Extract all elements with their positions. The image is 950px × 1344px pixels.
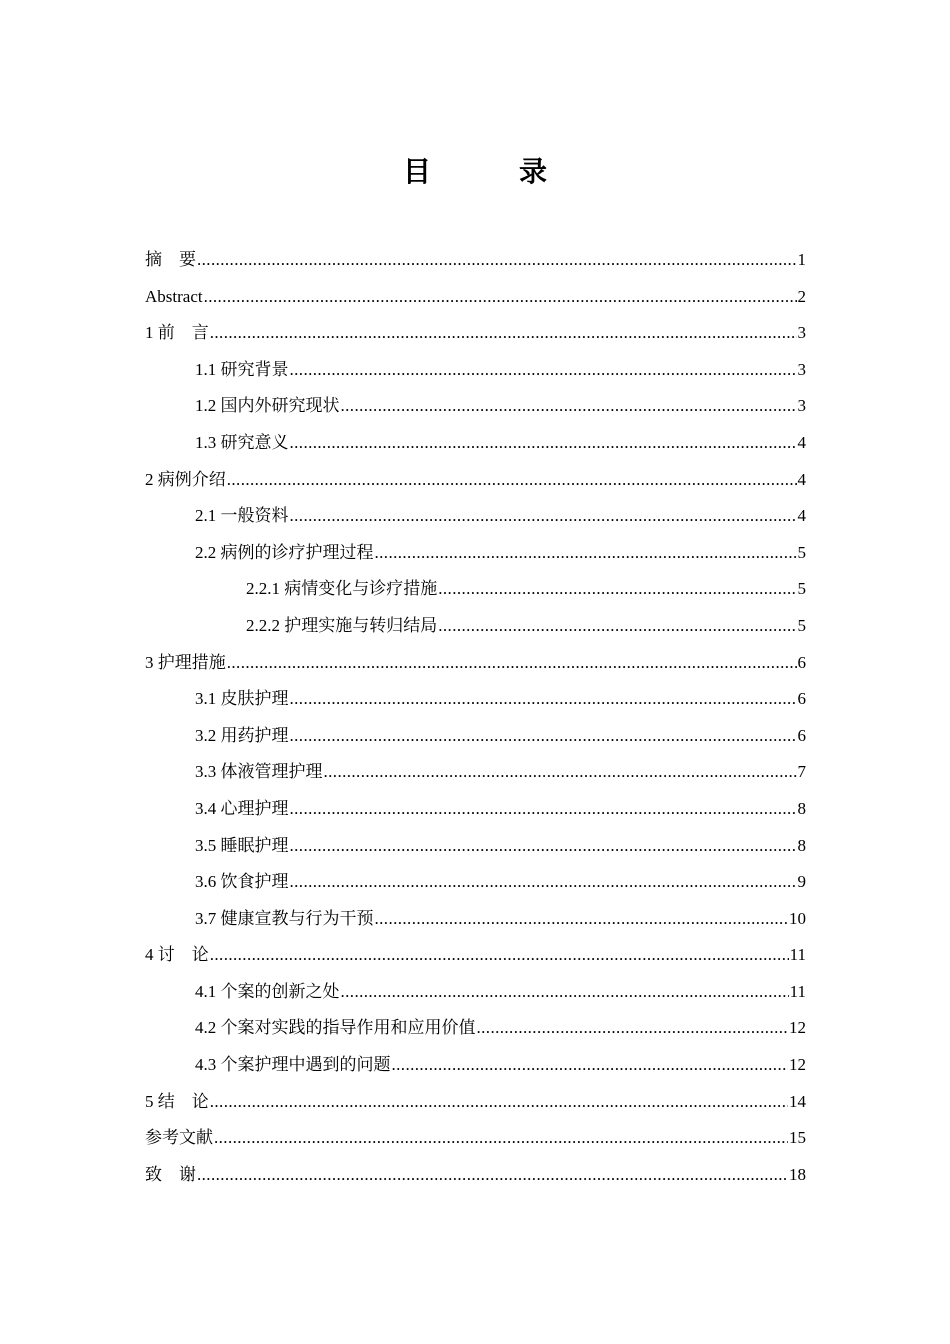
toc-dot-leader: [210, 937, 789, 974]
toc-entry-label: 1.3 研究意义: [195, 432, 289, 452]
toc-dot-leader: [290, 498, 797, 535]
toc-dot-leader: [324, 754, 797, 791]
toc-dot-leader: [392, 1047, 789, 1084]
toc-entry-label: 4 讨 论: [145, 945, 209, 965]
toc-entry-label: 2.2.2 护理实施与转归结局: [246, 615, 438, 635]
toc-page-number: 15: [789, 1128, 806, 1148]
toc-dot-leader: [290, 681, 797, 718]
toc-page-number: 9: [797, 872, 806, 892]
toc-entry-label: 3.7 健康宣教与行为干预: [195, 908, 374, 928]
toc-entry[interactable]: [145, 828, 806, 865]
toc-dot-leader: [210, 1084, 788, 1121]
toc-entry-label: 2.1 一般资料: [195, 506, 289, 526]
toc-page-number: 3: [797, 396, 806, 416]
toc-dot-leader: [375, 901, 789, 938]
toc-entry[interactable]: [145, 718, 806, 755]
toc-entry[interactable]: [145, 754, 806, 791]
toc-dot-leader: [290, 828, 797, 865]
toc-entry[interactable]: [145, 608, 806, 645]
toc-page-number: 8: [797, 798, 806, 818]
toc-page-number: 5: [797, 579, 806, 599]
toc-page-number: 4: [797, 469, 806, 489]
toc-entry[interactable]: [145, 1157, 806, 1194]
toc-entry[interactable]: [145, 901, 806, 938]
toc-page-number: 2: [797, 286, 806, 306]
toc-page-number: 11: [789, 981, 806, 1001]
table-of-contents: [145, 242, 806, 1193]
toc-entry-label: 1 前 言: [145, 323, 209, 343]
toc-page-number: 4: [797, 506, 806, 526]
toc-dot-leader: [227, 462, 797, 499]
toc-entry[interactable]: [145, 864, 806, 901]
toc-dot-leader: [204, 279, 797, 316]
toc-entry-label: 3.1 皮肤护理: [195, 689, 289, 709]
toc-dot-leader: [290, 791, 797, 828]
toc-dot-leader: [227, 645, 797, 682]
toc-entry[interactable]: [145, 242, 806, 279]
toc-entry-label: 参考文献: [145, 1128, 213, 1148]
toc-entry-label: 2.2 病例的诊疗护理过程: [195, 542, 374, 562]
toc-entry[interactable]: [145, 1047, 806, 1084]
toc-entry-label: 1.2 国内外研究现状: [195, 396, 340, 416]
toc-entry[interactable]: [145, 279, 806, 316]
toc-entry[interactable]: [145, 352, 806, 389]
toc-page-number: 1: [797, 250, 806, 269]
toc-page-number: 5: [797, 615, 806, 635]
toc-entry[interactable]: [145, 645, 806, 682]
toc-entry-label: 3 护理措施: [145, 652, 226, 672]
toc-dot-leader: [438, 608, 796, 645]
toc-dot-leader: [214, 1120, 788, 1157]
toc-entry[interactable]: [145, 1084, 806, 1121]
toc-entry[interactable]: [145, 1120, 806, 1157]
toc-entry-label: 3.2 用药护理: [195, 725, 289, 745]
toc-page-number: 3: [797, 359, 806, 379]
toc-page-number: 7: [797, 762, 806, 782]
toc-entry[interactable]: [145, 315, 806, 352]
toc-page-number: 6: [797, 725, 806, 745]
toc-dot-leader: [290, 718, 797, 755]
toc-entry[interactable]: [145, 791, 806, 828]
toc-page-number: 4: [797, 432, 806, 452]
toc-page-number: 6: [797, 652, 806, 672]
toc-entry[interactable]: [145, 974, 806, 1011]
toc-dot-leader: [290, 864, 797, 901]
toc-page-number: 3: [797, 323, 806, 343]
toc-page-number: 18: [789, 1164, 806, 1184]
toc-entry[interactable]: [145, 1010, 806, 1047]
toc-dot-leader: [477, 1010, 789, 1047]
toc-entry-label: Abstract: [145, 286, 203, 306]
toc-entry[interactable]: [145, 498, 806, 535]
toc-entry[interactable]: [145, 681, 806, 718]
toc-dot-leader: [197, 242, 797, 279]
toc-entry-label: 5 结 论: [145, 1091, 209, 1111]
toc-dot-leader: [438, 571, 796, 608]
toc-entry[interactable]: [145, 571, 806, 608]
toc-page-number: 8: [797, 835, 806, 855]
toc-page-number: 11: [789, 945, 806, 965]
toc-page-number: 12: [789, 1055, 806, 1075]
toc-entry-label: 3.4 心理护理: [195, 798, 289, 818]
toc-entry-label: 致 谢: [145, 1164, 196, 1184]
toc-entry-label: 3.6 饮食护理: [195, 872, 289, 892]
toc-entry[interactable]: [145, 937, 806, 974]
toc-entry-label: 3.5 睡眠护理: [195, 835, 289, 855]
toc-dot-leader: [290, 425, 797, 462]
toc-page-number: 5: [797, 542, 806, 562]
toc-page-number: 14: [789, 1091, 806, 1111]
toc-dot-leader: [341, 388, 797, 425]
toc-dot-leader: [197, 1157, 788, 1194]
toc-dot-leader: [341, 974, 789, 1011]
toc-page-number: 12: [789, 1018, 806, 1038]
toc-dot-leader: [375, 535, 797, 572]
toc-entry-label: 3.3 体液管理护理: [195, 762, 323, 782]
toc-dot-leader: [210, 315, 797, 352]
toc-entry[interactable]: [145, 462, 806, 499]
toc-entry-label: 4.2 个案对实践的指导作用和应用价值: [195, 1018, 476, 1038]
toc-entry-label: 摘 要: [145, 250, 196, 269]
toc-entry-label: 2.2.1 病情变化与诊疗措施: [246, 579, 438, 599]
toc-entry[interactable]: [145, 535, 806, 572]
toc-entry-label: 2 病例介绍: [145, 469, 226, 489]
toc-page-number: 6: [797, 689, 806, 709]
toc-entry-label: 4.3 个案护理中遇到的问题: [195, 1055, 391, 1075]
toc-entry-label: 4.1 个案的创新之处: [195, 981, 340, 1001]
toc-entry-label: 1.1 研究背景: [195, 359, 289, 379]
toc-entry[interactable]: [145, 425, 806, 462]
toc-entry[interactable]: [145, 388, 806, 425]
toc-page-number: 10: [789, 908, 806, 928]
page-title: 目 录: [402, 155, 577, 188]
toc-dot-leader: [290, 352, 797, 389]
